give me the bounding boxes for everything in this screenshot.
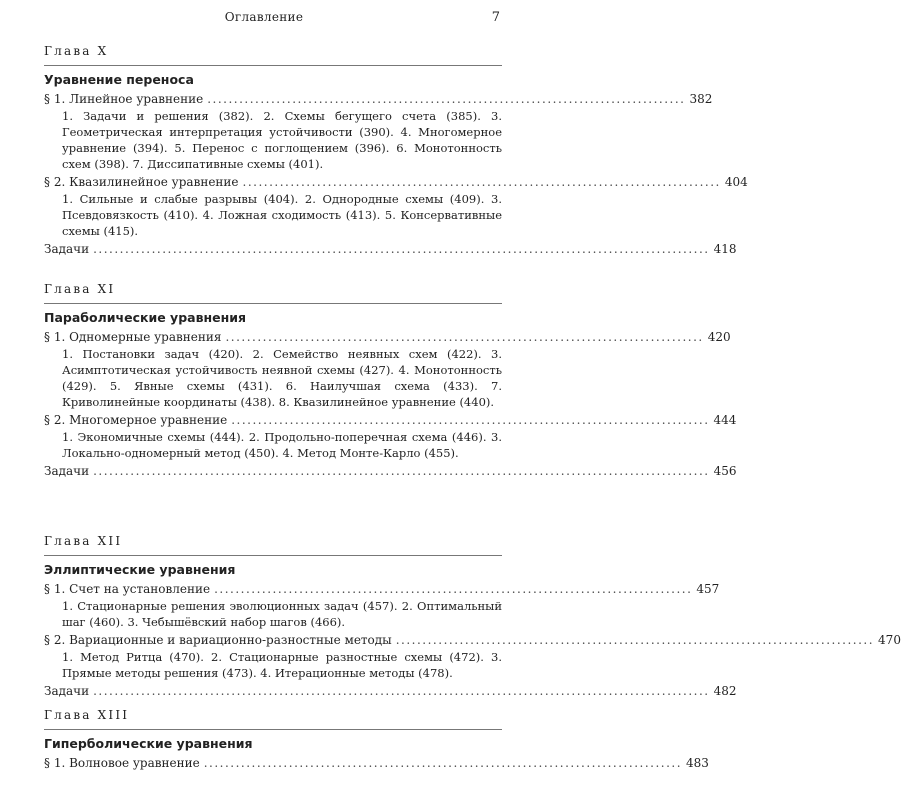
entry-subsections: 1. Стационарные решения эволюционных задач (457). 2. Оптимальный шаг (460). 3. Чебышёвский набор шагов (466). xyxy=(62,599,502,629)
entry-label: Задачи xyxy=(44,684,90,698)
leader-dots: .......................................................................................... xyxy=(242,175,721,189)
leader-dots: .......................................................................................... xyxy=(225,330,704,344)
chapter-rule xyxy=(44,303,502,304)
toc-entry[interactable] xyxy=(44,329,731,346)
entry-page: 457 xyxy=(696,582,720,596)
leader-dots: .................................................................................................................... xyxy=(93,684,710,698)
toc-entry[interactable] xyxy=(44,463,737,480)
toc-entry[interactable] xyxy=(44,581,720,598)
toc-entry[interactable] xyxy=(44,241,737,258)
chapter-rule xyxy=(44,729,502,730)
entry-subsections: 1. Задачи и решения (382). 2. Схемы бегущего счета (385). 3. Геометрическая интерпретация устойчивости (390). 4. Многомерное уравнение (394). 5. Перенос с поглощением (396). 6. Монотонность схем (398). 7. Диссипативные схемы (401). xyxy=(62,109,502,171)
chapter-label: Глава XI xyxy=(44,282,116,296)
chapter-rule xyxy=(44,555,502,556)
entry-label: Задачи xyxy=(44,242,90,256)
leader-dots: .......................................................................................... xyxy=(207,92,686,106)
chapter-label: Глава X xyxy=(44,44,109,58)
chapter-block xyxy=(44,44,748,258)
entry-label: § 1. Одномерные уравнения xyxy=(44,330,222,344)
chapter-block xyxy=(44,282,737,480)
entry-label: § 2. Вариационные и вариационно-разностные методы xyxy=(44,633,392,647)
entry-subsections: 1. Экономичные схемы (444). 2. Продольно-поперечная схема (446). 3. Локально-одномерный метод (450). 4. Метод Монте-Карло (455). xyxy=(62,430,502,460)
toc-entry[interactable] xyxy=(44,412,737,429)
entry-page: 470 xyxy=(878,633,901,647)
toc-entry[interactable] xyxy=(44,683,737,700)
entry-page: 418 xyxy=(713,242,737,256)
entry-label: § 1. Счет на установление xyxy=(44,582,211,596)
leader-dots: .................................................................................................................... xyxy=(93,464,710,478)
leader-dots: .......................................................................................... xyxy=(214,582,693,596)
chapter-rule xyxy=(44,65,502,66)
entry-subsections: 1. Сильные и слабые разрывы (404). 2. Однородные схемы (409). 3. Псевдовязкость (410). 4. Ложная сходимость (413). 5. Консервативные схемы (415). xyxy=(62,192,502,238)
toc-entry[interactable] xyxy=(44,755,709,772)
toc-entry[interactable] xyxy=(44,174,748,191)
running-header xyxy=(0,10,528,24)
entry-page: 420 xyxy=(707,330,731,344)
chapter-title: Уравнение переноса xyxy=(44,72,194,87)
entry-page: 483 xyxy=(686,756,709,770)
entry-page: 404 xyxy=(724,175,748,189)
entry-label: Задачи xyxy=(44,464,90,478)
entry-subsections: 1. Метод Ритца (470). 2. Стационарные разностные схемы (472). 3. Прямые методы решения (473). 4. Итерационные методы (478). xyxy=(62,650,502,680)
entry-label: § 1. Волновое уравнение xyxy=(44,756,200,770)
leader-dots: .................................................................................................................... xyxy=(93,242,710,256)
chapter-block xyxy=(44,534,901,700)
leader-dots: .......................................................................................... xyxy=(203,756,683,770)
chapter-block xyxy=(44,708,709,772)
chapter-label: Глава XII xyxy=(44,534,123,548)
entry-label: § 2. Квазилинейное уравнение xyxy=(44,175,239,189)
toc-entry[interactable] xyxy=(44,632,901,649)
chapter-title: Параболические уравнения xyxy=(44,310,247,325)
entry-page: 444 xyxy=(713,413,737,427)
entry-label: § 1. Линейное уравнение xyxy=(44,92,204,106)
page-number: 7 xyxy=(491,10,500,25)
entry-page: 382 xyxy=(689,92,713,106)
leader-dots: .......................................................................................... xyxy=(395,633,875,647)
entry-subsections: 1. Постановки задач (420). 2. Семейство неявных схем (422). 3. Асимптотическая устойчивость неявной схемы (427). 4. Монотонность (429). 5. Явные схемы (431). 6. Наилучшая схема (433). 7. Криволинейные координаты (438). 8. Квазилинейное уравнение (440). xyxy=(62,347,502,409)
toc-entry[interactable] xyxy=(44,91,713,108)
entry-label: § 2. Многомерное уравнение xyxy=(44,413,228,427)
chapter-title: Эллиптические уравнения xyxy=(44,562,236,577)
entry-page: 456 xyxy=(713,464,737,478)
chapter-title: Гиперболические уравнения xyxy=(44,736,253,751)
chapter-label: Глава XIII xyxy=(44,708,130,722)
entry-page: 482 xyxy=(713,684,737,698)
running-title: Оглавление xyxy=(224,10,304,24)
leader-dots: .......................................................................................... xyxy=(231,413,710,427)
